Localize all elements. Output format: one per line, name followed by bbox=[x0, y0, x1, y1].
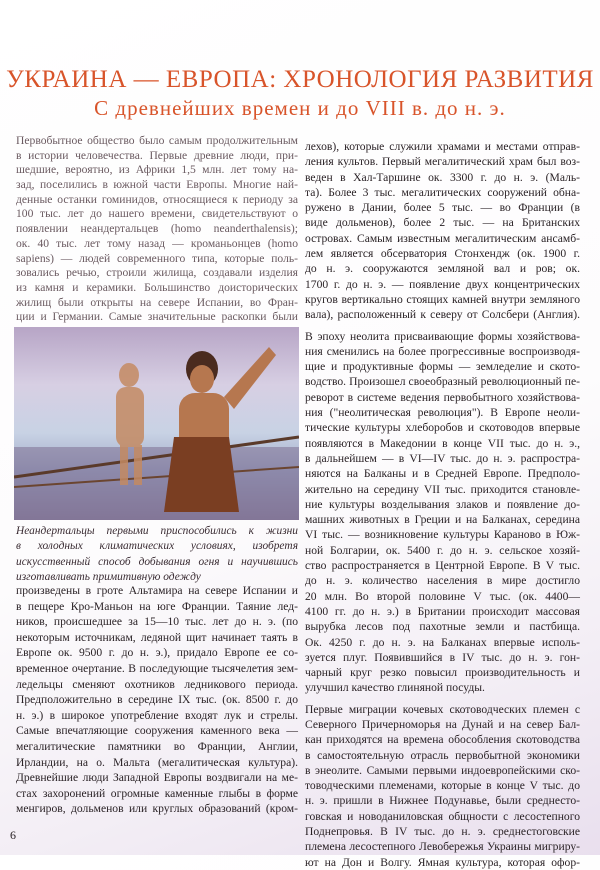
paragraph bbox=[305, 702, 580, 870]
text-line: Неандертальцы первыми приспособились к жизни bbox=[16, 525, 298, 537]
text-line: стах захоронений огромные каменные глыбы в форме bbox=[16, 786, 298, 800]
right-column-text bbox=[305, 139, 580, 870]
text-line: VI тыс. — возникновение культуры Караново в Юж- bbox=[305, 528, 580, 542]
text-line: в истории человечества. Первые древние люди, при- bbox=[16, 148, 298, 162]
text-line: зуется плуг. Появившийся в IV тыс. до н. э. гон- bbox=[305, 650, 580, 664]
text-line: из камня и керамики. Большинство доисторических bbox=[16, 280, 298, 294]
text-line: н. э.) в широкое употребление входят лук и стрелы. bbox=[16, 708, 298, 722]
text-line: некоторым источникам, ледяной щит начинает таять в bbox=[16, 630, 298, 644]
left-column-top-text bbox=[16, 134, 298, 325]
paragraph bbox=[305, 139, 580, 323]
text-line: Поднепровья. В IV тыс. до н. э. среднестоговские bbox=[305, 825, 580, 839]
text-line: менгиров, дольменов или круглых образований (кром- bbox=[16, 802, 298, 816]
text-line: н. э. пришли в Нижнее Подунавье, были среднесто- bbox=[305, 794, 580, 808]
text-line: Первобытное общество было самым продолжительным bbox=[16, 134, 298, 147]
text-line: шедшие, вероятно, из Африки 1,5 млн. лет тому на- bbox=[16, 163, 298, 177]
text-line: ления культов. Первый мегалитический храм был воз- bbox=[305, 155, 580, 169]
text-line: появлении неандертальцев (homo neanderthalensis); bbox=[16, 222, 298, 236]
text-line: В эпоху неолита присваивающие формы хозяйствова- bbox=[305, 329, 580, 343]
text-line: денные останки гоминидов, относящиеся к периоду за bbox=[16, 192, 298, 206]
text-line: щие и продуктивные формы — земледелие и ското- bbox=[305, 360, 580, 374]
text-line: ния ("неолитическая революция"). В Европе неоли- bbox=[305, 406, 580, 420]
text-line: товодческими племенами, которые в конце V тыс. до bbox=[305, 779, 580, 793]
text-line: 100 тыс. лет до нашего времени, свидетельствуют о bbox=[16, 207, 298, 221]
text-line: ружено в Дании, более 5 тыс. — во Франции (в bbox=[305, 201, 580, 215]
text-line: зовались речью, строили жилища, создавали изделия bbox=[16, 266, 298, 280]
text-line: ство распространяется в Центрной Европе. В V тыс. bbox=[305, 559, 580, 573]
text-line: виде дольменов), более 2 тыс. — на Британских bbox=[305, 216, 580, 230]
text-line: временное очертание. В последующие тысячелетия зем- bbox=[16, 661, 298, 675]
text-line: няются на Балканы и в Средней Европе. Предполо- bbox=[305, 467, 580, 481]
text-line: племена лесостепного Левобережья Украины мигриру- bbox=[305, 840, 580, 854]
text-line: кругов вертикально стоящих камней внутри земляного bbox=[305, 292, 580, 306]
text-line: ников, происшедшее за 15—10 тыс. лет до н. э. (по bbox=[16, 615, 298, 629]
page-subtitle: С древнейших времен и до VIII в. до н. э. bbox=[94, 96, 506, 120]
text-line: лем является обсерватория Стонхендж (ок. 1900 г. bbox=[305, 247, 580, 261]
text-line: вала), расположенный к северу от Солсбери (Англия). bbox=[305, 308, 580, 322]
text-line: жилищ были открыты на севере Испании, во Фран- bbox=[16, 295, 298, 309]
text-line: жительно на середину VII тыс. приходится становле- bbox=[305, 482, 580, 496]
text-line: кан приходятся на времена обособления скотоводства bbox=[305, 733, 580, 747]
text-line: 1700 г. до н. э. — появление двух концентрических bbox=[305, 277, 580, 291]
text-line: до н. э. сооружаются земляной вал и ров; ок. bbox=[305, 262, 580, 276]
text-line: улучшил качество глиняной посуды. bbox=[305, 681, 485, 695]
text-line: 20 млн. Во второй половине V тыс. (ок. 4400— bbox=[305, 589, 580, 603]
text-line: говская и новоданиловская общности с лесостепного bbox=[305, 809, 580, 823]
text-line: появляются в Македонии в конце VII тыс. до н. э., bbox=[305, 436, 580, 450]
text-line: Ирландии, на о. Мальта (мегалитическая культура). bbox=[16, 755, 298, 769]
text-line: Северного Причерноморья на Дунай и на север Бал- bbox=[305, 717, 580, 731]
text-line: водство. Произошел своеобразный революционный пе- bbox=[305, 375, 580, 389]
text-line: зад, поселились в южной части Европы. Многие най- bbox=[16, 178, 298, 192]
text-line: ние культуры возделывания злаков и появление до- bbox=[305, 497, 580, 511]
text-line: 4100 гг. до н. э.) в Британии происходит массовая bbox=[305, 604, 580, 618]
text-line: ледельцы сменяют охотников ледникового периода. bbox=[16, 677, 298, 691]
text-line: изготавливать примитивную одежду bbox=[16, 571, 201, 584]
text-line: Ок. 4250 г. до н. э. на Балканах впервые исполь- bbox=[305, 635, 580, 649]
text-line: лехов), которые служили храмами и местами отправ- bbox=[305, 140, 580, 153]
neanderthal-illustration bbox=[14, 327, 299, 520]
text-line: островах. Самым известным мегалитическим ансамб- bbox=[305, 231, 580, 245]
text-line: ной Болгарии, ок. 5400 г. до н. э. сельское хозяй- bbox=[305, 543, 580, 557]
text-line: Древнейшие люди Западной Европы воздвигали на ме- bbox=[16, 771, 298, 785]
text-line: Предположительно в середине IX тыс. (ок. 8500 г. до bbox=[16, 693, 298, 707]
page-title: УКРАИНА — ЕВРОПА: ХРОНОЛОГИЯ РАЗВИТИЯ bbox=[6, 66, 594, 93]
text-line: машних животных в Греции и на Балканах, середина bbox=[305, 513, 580, 527]
page-number: 6 bbox=[10, 828, 16, 842]
text-line: чарный круг резко повысил производительность и bbox=[305, 666, 580, 680]
text-line: до н. э. количество населения в мире достигло bbox=[305, 574, 580, 588]
text-line: ния сменились на более прогрессивные воспроизводя- bbox=[305, 344, 580, 358]
text-line: мегалитические памятники во Франции, Англии, bbox=[16, 739, 298, 753]
text-line: ок. 40 тыс. лет тому назад — кроманьонцев (homo bbox=[16, 236, 298, 250]
text-line: в самостоятельную отрасль первобытной экономики bbox=[305, 748, 580, 762]
text-line: веден в Хал-Таршине ок. 3300 г. до н. э. (Маль- bbox=[305, 170, 580, 184]
text-line: реворот в системе ведения первобытного хозяйствова- bbox=[305, 390, 580, 404]
text-line: ют на Дон и Волгу. Ямная культура, которая офор- bbox=[305, 855, 580, 869]
text-line: в холодных климатических условиях, изобретя bbox=[16, 540, 298, 553]
text-line: Европе ок. 9500 г. до н. э.), придало Европе ее со- bbox=[16, 646, 298, 660]
text-line: тические культуры хлеборобов и скотоводов впервые bbox=[305, 421, 580, 435]
text-line: в пещере Кро-Маньон на юге Франции. Таяние лед- bbox=[16, 599, 298, 613]
text-line: ции и Германии. Самые значительные раскопки были bbox=[16, 310, 298, 324]
illustration-caption bbox=[16, 524, 298, 586]
text-line: Первые миграции кочевых скотоводческих племен с bbox=[305, 702, 580, 716]
text-line: в энеолите. Самыми первыми индоевропейскими ско- bbox=[305, 763, 580, 777]
text-line: та). Более 3 тыс. мегалитических сооружений обна- bbox=[305, 185, 580, 199]
paragraph bbox=[305, 329, 580, 696]
left-column-bottom-text bbox=[16, 583, 298, 823]
text-line: произведены в гроте Альтамира на севере Испании и bbox=[16, 584, 298, 597]
text-line: sapiens) — людей современного типа, которые поль- bbox=[16, 251, 298, 265]
text-line: искусственный способ добывания огня и научившись bbox=[16, 555, 298, 568]
text-line: в дальнейшем — в VI—IV тыс. до н. э. распростра- bbox=[305, 451, 580, 465]
text-line: вырубка лесов под пахотные земли и пастбища. bbox=[305, 620, 580, 634]
text-line: Самые впечатляющие сооружения каменного века — bbox=[16, 724, 298, 738]
